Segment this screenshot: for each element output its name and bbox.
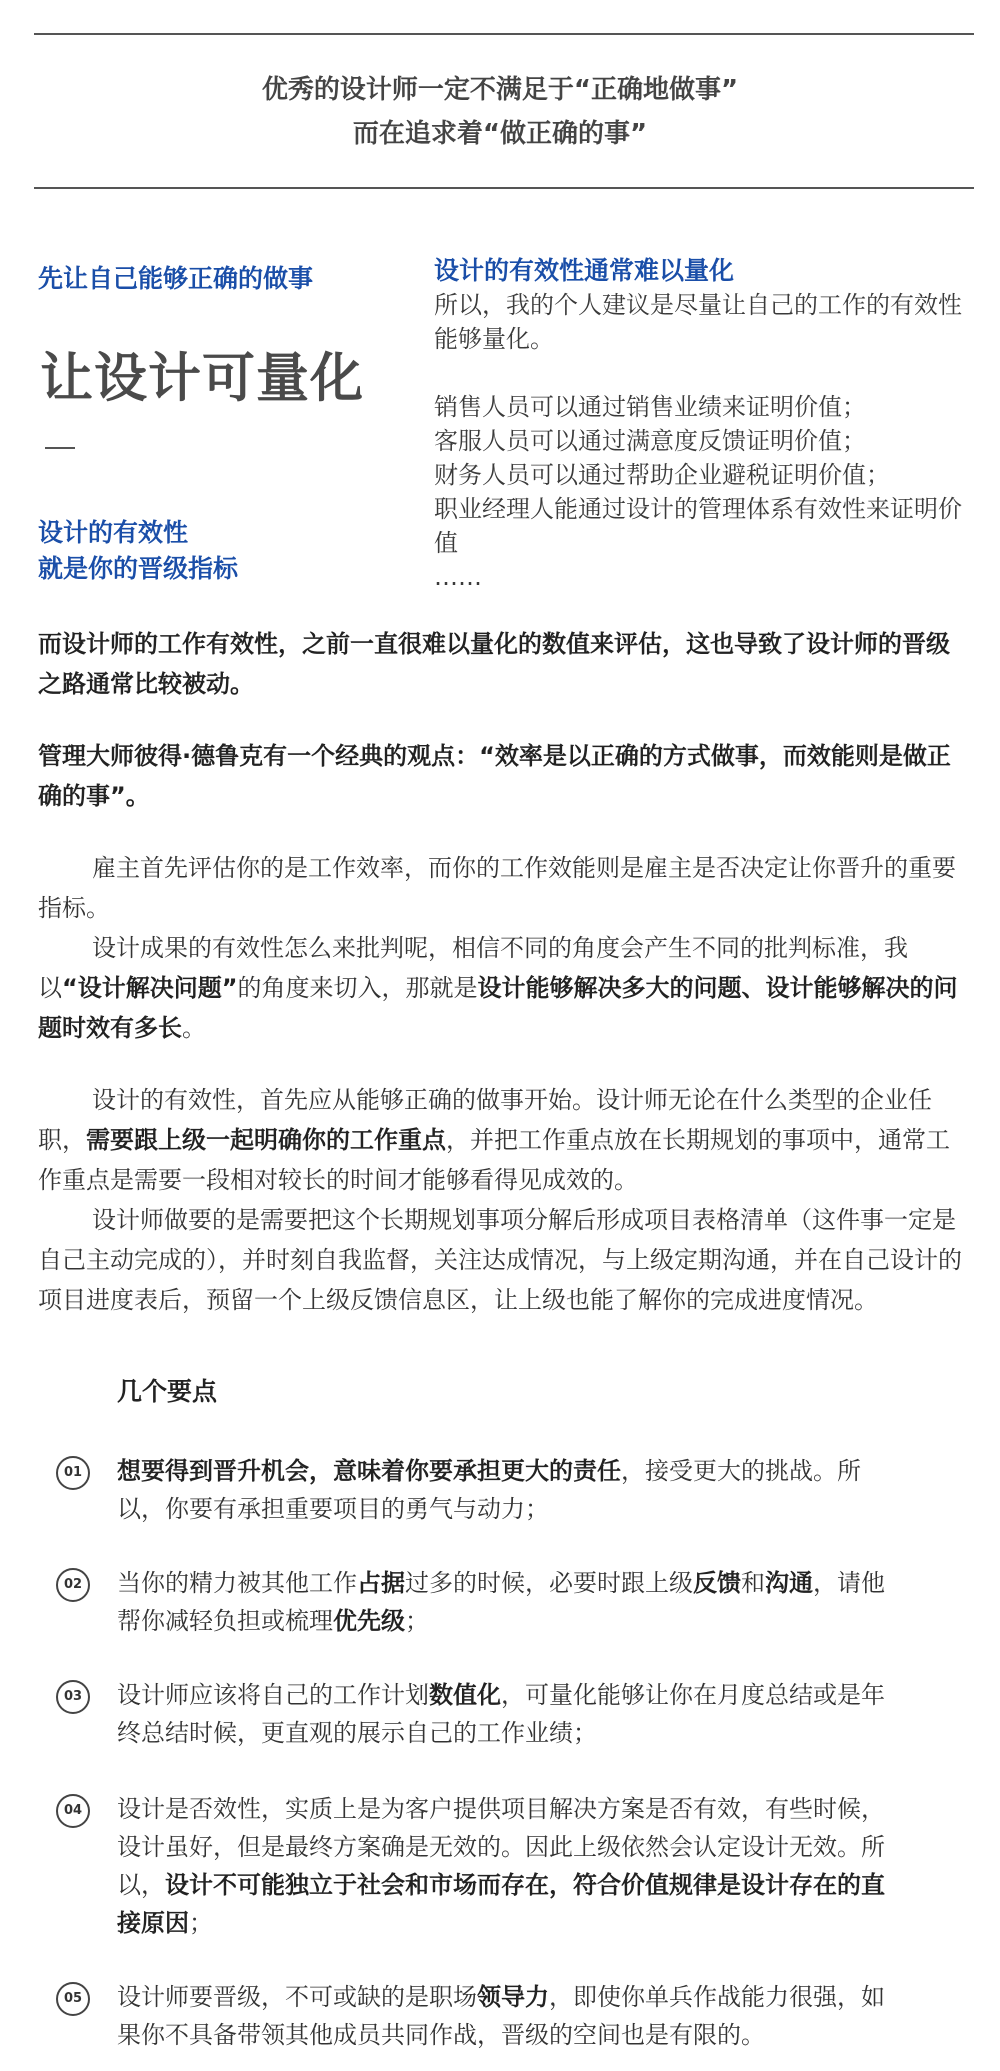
point-span: ，即使你单兵作战能力很强，如果你不具备带领其他成员共同作战，晋级的空间也是有限的。 [117,1983,885,2049]
example-line: 职业经理人能通过设计的管理体系有效性来证明价值 [434,495,962,557]
point-text [117,1676,897,1752]
points-title: 几个要点 [117,1377,218,1406]
point-span: ，接受更大的挑战。所以，你要有承担重要项目的勇气与动力； [117,1457,861,1523]
point-bold: 设计不可能独立于社会和市场而存在，符合价值规律是设计存在的直接原因 [117,1871,885,1937]
paragraph-3: 雇主首先评估你的是工作效率，而你的工作效能则是雇主是否决定让你晋升的重要指标。 [38,854,956,922]
paragraph-1: 而设计师的工作有效性，之前一直很难以量化的数值来评估，这也导致了设计师的晋级之路通常比较被动。 [38,630,950,698]
paragraph-2: 管理大师彼得·德鲁克有一个经典的观点：“效率是以正确的方式做事，而效能则是做正确的事”。 [38,742,951,810]
right-intro: 所以，我的个人建议是尽量让自己的工作的有效性能够量化。 [434,291,962,353]
divider-dash [45,447,75,449]
point-span: 和 [741,1569,765,1597]
point-span: ，可量化能够让你在月度总结或是年终总结时候，更直观的展示自己的工作业绩； [117,1681,885,1747]
point-span: ； [189,1909,213,1937]
point-bold: 数值化 [429,1681,501,1709]
quote-line-1: 优秀的设计师一定不满足于“正确地做事” [261,75,739,105]
p5-text-a: 设计的有效性，首先应从能够正确的做事开始。设计师无论在什么类型的企业任职， [38,1086,932,1154]
paragraph-6: 设计师做要的是需要把这个长期规划事项分解后形成项目表格清单（这件事一定是自己主动完成的），并时刻自我监督，关注达成情况，与上级定期沟通，并在自己设计的项目进度表后，预留一个上级反馈信息区，让上级也能了解你的完成进度情况。 [38,1206,962,1314]
right-column [434,254,979,594]
p4-bold-b: “设计解决问题” [62,974,238,1002]
example-line: 客服人员可以通过满意度反馈证明价值； [434,427,866,455]
paragraph-4 [38,928,966,1048]
tag-line-2: 就是你的晋级指标 [38,554,239,583]
paragraph-group-1 [38,848,966,1048]
point-bold: 占据 [357,1569,405,1597]
point-span: 过多的时候，必要时跟上级 [405,1569,693,1597]
kicker: 先让自己能够正确的做事 [38,264,314,293]
number-badge-03: 03 [56,1680,90,1714]
number-badge-05: 05 [56,1982,90,2016]
point-bold: 反馈 [693,1569,741,1597]
right-heading: 设计的有效性通常难以量化 [434,256,735,285]
number-badge-01: 01 [56,1456,90,1490]
example-line: 财务人员可以通过帮助企业避税证明价值； [434,461,890,489]
point-bold: 领导力 [477,1983,549,2011]
point-text [117,1564,897,1640]
point-span: 设计师应该将自己的工作计划 [117,1681,429,1709]
point-bold: 沟通 [765,1569,813,1597]
point-span: 设计是否效性，实质上是为客户提供项目解决方案是否有效，有些时候，设计虽好，但是最终方案确是无效的。因此上级依然会认定设计无效。所以， [117,1795,885,1899]
point-span: ，请他帮你减轻负担或梳理 [117,1569,885,1635]
point-span: 设计师要晋级，不可或缺的是职场 [117,1983,477,2011]
point-span: 当你的精力被其他工作 [117,1569,357,1597]
p4-text-a: 设计成果的有效性怎么来批判呢，相信不同的角度会产生不同的批判标准，我以 [38,934,908,1002]
tag-line-1: 设计的有效性 [38,518,189,547]
p4-text-e: 。 [182,1014,206,1042]
point-text [117,1978,897,2054]
point-bold: 想要得到晋升机会，意味着你要承担更大的责任 [117,1457,621,1485]
point-span: ； [405,1607,429,1635]
p5-text-c: ，并把工作重点放在长期规划的事项中，通常工作重点是需要一段相对较长的时间才能够看得见成效的。 [38,1126,950,1194]
bottom-rule [34,187,974,189]
example-line: …… [434,563,482,591]
p4-text-c: 的角度来切入，那就是 [237,974,478,1002]
point-bold: 优先级 [333,1607,405,1635]
p4-bold-d: 设计能够解决多大的问题、设计能够解决的问题时效有多长 [38,974,958,1042]
number-badge-04: 04 [56,1794,90,1828]
number-badge-02: 02 [56,1568,90,1602]
point-text [117,1790,897,1942]
point-text [117,1452,897,1528]
p5-bold-b: 需要跟上级一起明确你的工作重点 [86,1126,446,1154]
paragraph-group-2 [38,1080,966,1320]
quote-line-2: 而在追求着“做正确的事” [352,119,648,149]
example-line: 销售人员可以通过销售业绩来证明价值； [434,393,866,421]
page-title: 让设计可量化 [40,348,364,409]
top-rule [34,33,974,35]
paragraph-5 [38,1080,966,1200]
